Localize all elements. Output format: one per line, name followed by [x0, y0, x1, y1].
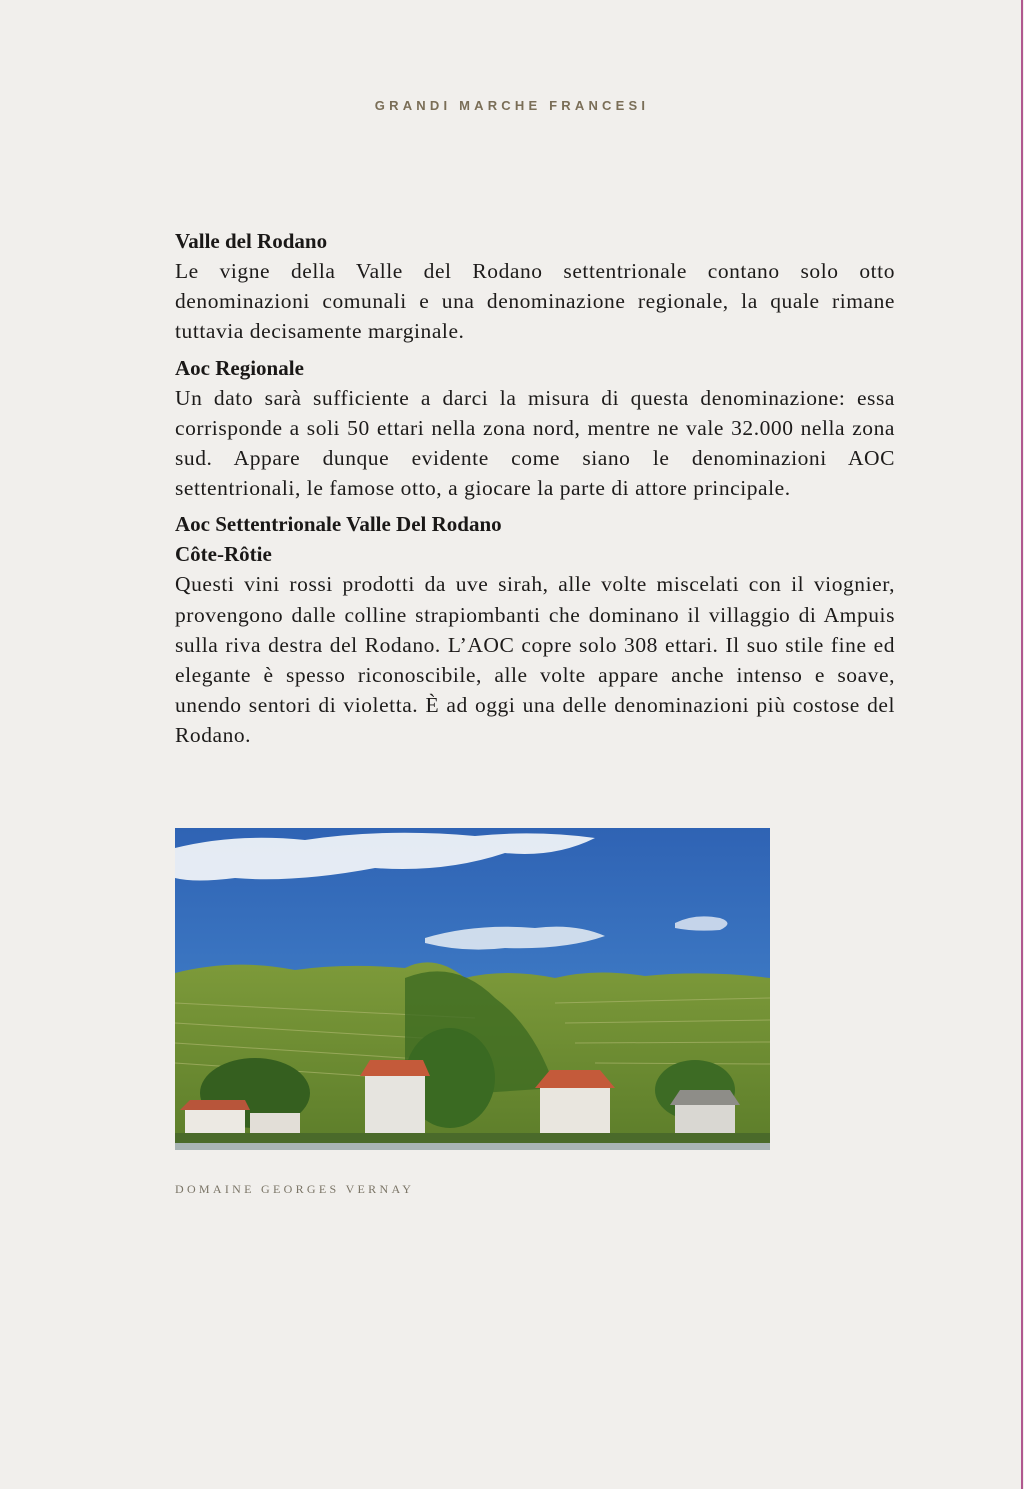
vineyard-photo [175, 828, 770, 1150]
section-heading: Aoc Settentrionale Valle Del Rodano [175, 512, 502, 537]
villa [365, 1073, 425, 1133]
section-valle-del-rodano [175, 226, 895, 347]
house [675, 1103, 735, 1138]
photo-caption: DOMAINE GEORGES VERNAY [175, 1182, 415, 1196]
river [175, 1143, 770, 1150]
section-subheading: Côte-Rôtie [175, 542, 272, 567]
section-aoc-settentrionale [175, 509, 895, 750]
roof [180, 1100, 250, 1110]
section-heading: Aoc Regionale [175, 355, 304, 380]
villa [540, 1086, 610, 1136]
section-paragraph: Un dato sarà sufficiente a darci la misura di questa denominazione: essa corrisponde a soli 50 ettari nella zona nord, mentre ne vale 32.000 nella zona sud. Appare dunque evidente come siano le denominazioni AOC settentrionali, le famose otto, a giocare la parte di attore principale. [175, 385, 895, 501]
running-head: GRANDI MARCHE FRANCESI [374, 98, 650, 113]
article-body [175, 226, 895, 757]
section-heading: Valle del Rodano [175, 229, 328, 253]
section-paragraph: Questi vini rossi prodotti da uve sirah, alle volte miscelati con il viognier, provengono dalle colline strapiombanti che dominano il villaggio di Ampuis sulla riva destra del Rodano. L’AOC copre solo 308 ettari. Il suo stile fine ed elegante è spesso riconoscibile, alle volte appare anche intenso e soave, unendo sentori di violetta. È ad oggi una delle denominazioni più costose del Rodano. [175, 572, 895, 748]
page-edge-line [1021, 0, 1023, 1489]
section-paragraph: Le vigne della Valle del Rodano settentrionale contano solo otto denominazioni comunali e una denominazione regionale, la quale rimane tuttavia decisamente marginale. [175, 259, 895, 344]
roof [360, 1060, 430, 1076]
section-aoc-regionale [175, 353, 895, 504]
roof [670, 1090, 740, 1105]
riverbank [175, 1133, 770, 1143]
vineyard-photo-illustration [175, 828, 770, 1150]
